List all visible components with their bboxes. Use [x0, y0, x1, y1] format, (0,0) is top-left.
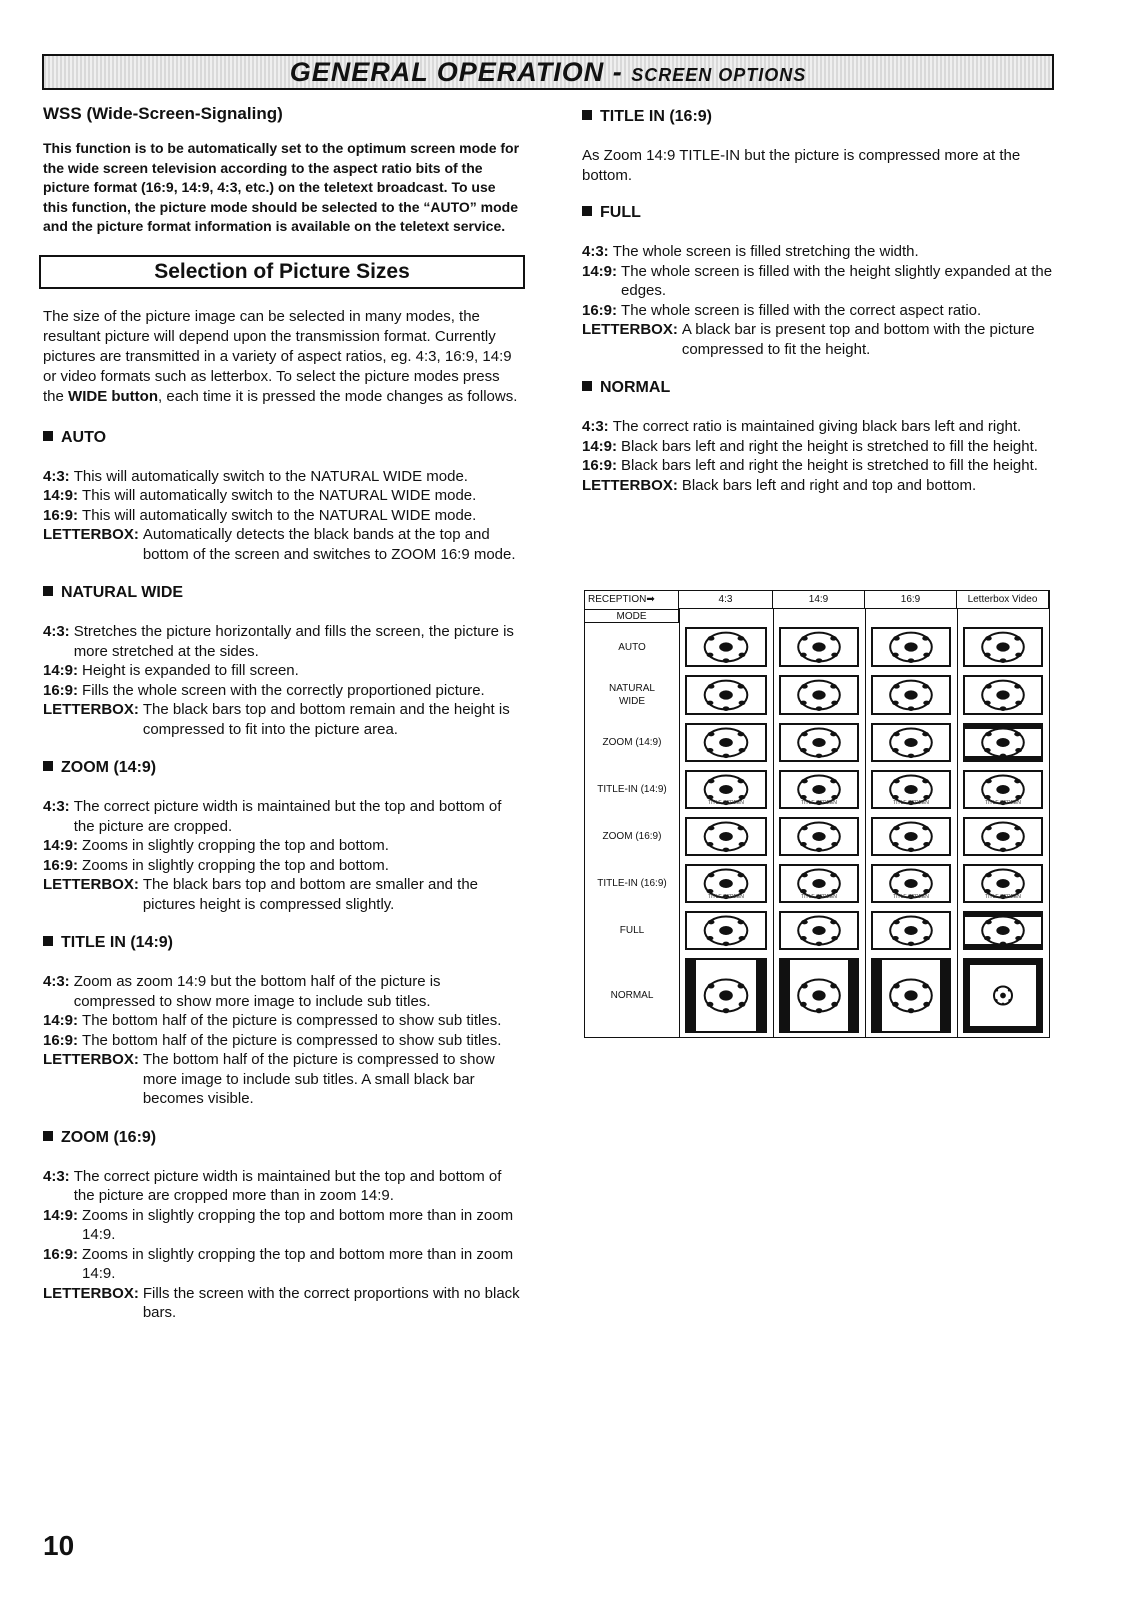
- reception-header: RECEPTION➡: [585, 591, 679, 609]
- screen-illustration: [685, 911, 767, 950]
- bullet-square-icon: [43, 431, 53, 441]
- format-description: Zooms in slightly cropping the top and bottom.: [82, 837, 389, 854]
- format-item: [43, 661, 523, 681]
- tv-screen-icon: [871, 627, 951, 667]
- format-description: Automatically detects the black bands at the top and bottom of the screen and switches to ZOOM 16:9 mode.: [142, 526, 516, 563]
- format-description: The black bars top and bottom remain and the height is compressed to fit into the picture area.: [142, 701, 510, 738]
- screen-illustration: [871, 958, 951, 1033]
- format-key: LETTERBOX:: [582, 476, 678, 494]
- format-key: 4:3:: [582, 418, 609, 435]
- column-header: Letterbox Video: [957, 591, 1049, 609]
- format-description: This will automatically switch to the NATURAL WIDE mode.: [73, 467, 468, 485]
- mode-row-label: ZOOM (14:9): [602, 737, 662, 748]
- bullet-square-icon: [43, 761, 53, 771]
- format-item: [43, 1167, 523, 1206]
- left-column: [43, 104, 523, 1323]
- section-title: FULL: [600, 204, 641, 221]
- format-key: 16:9:: [582, 457, 618, 474]
- subtitle-caption: TITLE SCREEN: [801, 894, 837, 900]
- format-description: The bottom half of the picture is compressed to show more image to include sub titles. A small black bar becomes visible.: [142, 1051, 495, 1107]
- tv-screen-icon: [779, 627, 859, 667]
- format-key: 4:3:: [43, 623, 70, 640]
- format-key: 16:9:: [43, 1031, 79, 1049]
- column-divider: [773, 609, 774, 1037]
- format-description: The bottom half of the picture is compressed to show sub titles.: [82, 1031, 502, 1049]
- screen-illustration: [685, 864, 767, 903]
- page-number: 10: [43, 1530, 75, 1561]
- tv-screen-icon: [963, 627, 1043, 667]
- tv-screen-icon: [963, 675, 1043, 715]
- tv-screen-icon: [963, 723, 1043, 762]
- mode-row-label: TITLE-IN (14:9): [597, 784, 667, 795]
- column-header: 4:3: [679, 591, 773, 609]
- subtitle-caption: TITLE SCREEN: [708, 894, 744, 900]
- subtitle-caption: TITLE SCREEN: [893, 894, 929, 900]
- tv-screen-icon: [871, 911, 951, 950]
- section-heading: [582, 108, 1062, 126]
- tv-screen-icon: [685, 770, 767, 809]
- format-description: Height is expanded to fill screen.: [82, 662, 299, 679]
- left-sections: [43, 429, 523, 1323]
- format-key: LETTERBOX:: [43, 876, 139, 893]
- tv-screen-icon: [685, 627, 767, 667]
- format-description: The black bars top and bottom are smaller and the pictures height is compressed slightly.: [142, 876, 479, 913]
- format-key: 16:9:: [43, 681, 79, 699]
- right-sections: [582, 204, 1062, 495]
- selection-body-part2: , each time it is pressed the mode changes as follows.: [158, 387, 518, 405]
- format-description: Zooms in slightly cropping the top and bottom.: [82, 856, 389, 874]
- header-title: GENERAL OPERATION -: [289, 57, 632, 87]
- screen-illustration: [963, 627, 1043, 667]
- screen-illustration: [685, 627, 767, 667]
- bullet-square-icon: [582, 381, 592, 391]
- format-item: [582, 320, 1062, 359]
- format-item: [43, 1206, 523, 1245]
- screen-illustration: [871, 817, 951, 856]
- format-key: 14:9:: [43, 1012, 79, 1029]
- tv-screen-icon: [779, 958, 859, 1033]
- format-description: Stretches the picture horizontally and fills the screen, the picture is more stretched at the sides.: [73, 623, 514, 660]
- format-description: Zooms in slightly cropping the top and bottom more than in zoom 14:9.: [82, 1245, 514, 1282]
- screen-illustration: [779, 958, 859, 1033]
- format-description: The whole screen is filled with the height slightly expanded at the edges.: [621, 262, 1053, 299]
- format-item: [43, 506, 523, 526]
- format-key: 4:3:: [582, 243, 609, 260]
- bullet-square-icon: [582, 110, 592, 120]
- tv-screen-icon: [779, 911, 859, 950]
- subtitle-caption: TITLE SCREEN: [801, 800, 837, 806]
- format-description: A black bar is present top and bottom with the picture compressed to fit the height.: [681, 321, 1035, 358]
- format-description: The bottom half of the picture is compressed to show sub titles.: [82, 1012, 502, 1029]
- section-heading: [582, 204, 1062, 222]
- tv-screen-icon: [871, 958, 951, 1033]
- screen-illustration: [779, 627, 859, 667]
- bullet-square-icon: [43, 1131, 53, 1141]
- section-title: TITLE IN (16:9): [600, 108, 713, 125]
- format-key: 14:9:: [43, 487, 79, 504]
- section-text: As Zoom 14:9 TITLE-IN but the picture is compressed more at the bottom.: [582, 147, 1021, 184]
- format-description: The correct ratio is maintained giving black bars left and right.: [612, 418, 1022, 435]
- screen-illustration: [963, 723, 1043, 762]
- screen-illustration: [963, 817, 1043, 856]
- section-title: NATURAL WIDE: [61, 584, 184, 601]
- format-item: [43, 700, 523, 739]
- format-key: 14:9:: [582, 437, 618, 455]
- subtitle-caption: TITLE SCREEN: [985, 894, 1021, 900]
- format-item: [582, 301, 1062, 321]
- format-description: The whole screen is filled with the correct aspect ratio.: [621, 301, 982, 319]
- tv-screen-icon: [871, 770, 951, 809]
- format-key: 16:9:: [43, 856, 79, 874]
- subtitle-caption: TITLE SCREEN: [893, 800, 929, 806]
- screen-illustration: [779, 911, 859, 950]
- format-key: 16:9:: [582, 301, 618, 319]
- format-description: Zoom as zoom 14:9 but the bottom half of the picture is compressed to show more image to include sub titles.: [73, 973, 441, 1010]
- selection-body: [43, 307, 523, 407]
- format-key: 4:3:: [43, 467, 70, 485]
- wss-intro: This function is to be automatically set to the optimum screen mode for the wide screen television according to the aspect ratio bits of the picture format (16:9, 14:9, 4:3, etc.) on the teletext broadcast. To use this function, the picture mode should be selected to the “AUTO” mode and the picture format information is available on the teletext service.: [43, 140, 520, 234]
- wss-heading: WSS (Wide-Screen-Signaling): [43, 104, 283, 123]
- screen-illustration: [779, 817, 859, 856]
- screen-illustration: [685, 958, 767, 1033]
- section-heading: [43, 429, 523, 447]
- screen-illustration: [685, 770, 767, 809]
- format-item: [43, 1031, 523, 1051]
- section-title: ZOOM (14:9): [61, 759, 157, 776]
- format-item: [43, 486, 523, 506]
- tv-screen-icon: [685, 723, 767, 762]
- format-key: LETTERBOX:: [43, 1284, 139, 1302]
- format-description: This will automatically switch to the NATURAL WIDE mode.: [82, 506, 477, 524]
- format-item: [43, 525, 523, 564]
- format-description: Black bars left and right the height is stretched to fill the height.: [621, 437, 1038, 455]
- mode-header: MODE: [585, 609, 679, 623]
- format-key: 4:3:: [43, 798, 70, 815]
- mode-row-label: TITLE-IN (16:9): [597, 878, 667, 889]
- format-description: Zooms in slightly cropping the top and bottom more than in zoom 14:9.: [82, 1206, 514, 1243]
- format-item: [582, 456, 1062, 476]
- tv-screen-icon: [963, 770, 1043, 809]
- section-title: NORMAL: [600, 379, 671, 396]
- format-description: Fills the screen with the correct proportions with no black bars.: [142, 1284, 520, 1321]
- format-item: [582, 417, 1062, 437]
- tv-screen-icon: [871, 864, 951, 903]
- screen-illustration: [779, 723, 859, 762]
- section-title: ZOOM (16:9): [61, 1128, 157, 1146]
- format-item: [43, 972, 523, 1011]
- tv-screen-icon: [963, 958, 1043, 1033]
- screen-illustration: [871, 627, 951, 667]
- format-description: The whole screen is filled stretching the width.: [612, 243, 919, 260]
- column-divider: [865, 609, 866, 1037]
- format-description: The correct picture width is maintained but the top and bottom of the picture are cropped.: [73, 798, 502, 835]
- section-heading: [43, 759, 523, 777]
- format-item: [43, 1284, 523, 1323]
- format-item: [43, 467, 523, 487]
- format-item: [582, 476, 1062, 496]
- subtitle-caption: TITLE SCREEN: [708, 800, 744, 806]
- format-item: [43, 1011, 523, 1031]
- column-header: 14:9: [773, 591, 865, 609]
- tv-screen-icon: [685, 675, 767, 715]
- tv-screen-icon: [779, 817, 859, 856]
- section-heading: [43, 934, 523, 952]
- mode-row-label: ZOOM (16:9): [602, 831, 662, 842]
- format-description: The correct picture width is maintained but the top and bottom of the picture are cropped more than in zoom 14:9.: [73, 1167, 502, 1204]
- selection-title: Selection of Picture Sizes: [39, 255, 525, 289]
- subtitle-caption: TITLE SCREEN: [985, 800, 1021, 806]
- mode-row-label: NATURAL WIDE: [609, 683, 655, 707]
- bullet-square-icon: [43, 586, 53, 596]
- format-key: LETTERBOX:: [43, 526, 139, 543]
- screen-illustration: [685, 723, 767, 762]
- section-heading: [43, 1129, 523, 1147]
- screen-illustration: [871, 723, 951, 762]
- section-heading: [582, 379, 1062, 397]
- tv-screen-icon: [779, 864, 859, 903]
- tv-screen-icon: [685, 911, 767, 950]
- tv-screen-icon: [963, 911, 1043, 950]
- tv-screen-icon: [685, 864, 767, 903]
- screen-illustration: [779, 770, 859, 809]
- format-description: This will automatically switch to the NATURAL WIDE mode.: [82, 487, 477, 504]
- selection-body-part1: The size of the picture image can be selected in many modes, the resultant picture will depend upon the transmission format. Currently pictures are transmitted in a variety of aspect ratios, eg. 4:3, 16:9, 14:9 or video formats such as letterbox. To select the picture modes press the: [43, 307, 512, 405]
- format-item: [43, 856, 523, 876]
- format-item: [43, 797, 523, 836]
- format-description: Fills the whole screen with the correctly proportioned picture.: [82, 681, 485, 699]
- format-key: 4:3:: [43, 1167, 70, 1185]
- right-column: [582, 108, 1062, 495]
- screen-illustration: [685, 817, 767, 856]
- page-header: [42, 54, 1054, 90]
- header-divider: [679, 608, 1049, 609]
- tv-screen-icon: [963, 817, 1043, 856]
- picture-size-table: [584, 590, 1050, 1038]
- screen-illustration: [963, 770, 1043, 809]
- section-title: AUTO: [61, 428, 107, 446]
- format-item: [582, 262, 1062, 301]
- bullet-square-icon: [582, 206, 592, 216]
- header-subtitle: SCREEN OPTIONS: [631, 65, 807, 85]
- mode-row-label: FULL: [619, 925, 645, 936]
- format-key: 14:9:: [43, 662, 79, 679]
- format-item: [43, 622, 523, 661]
- screen-illustration: [963, 911, 1043, 950]
- format-key: LETTERBOX:: [582, 321, 678, 338]
- tv-screen-icon: [871, 675, 951, 715]
- screen-illustration: [685, 675, 767, 715]
- screen-illustration: [963, 675, 1043, 715]
- tv-screen-icon: [871, 723, 951, 762]
- format-key: LETTERBOX:: [43, 701, 139, 718]
- screen-illustration: [871, 770, 951, 809]
- screen-illustration: [963, 864, 1043, 903]
- format-item: [43, 836, 523, 856]
- tv-screen-icon: [779, 675, 859, 715]
- mode-row-label: NORMAL: [610, 990, 654, 1001]
- selection-body-bold: WIDE button: [68, 387, 159, 405]
- column-divider: [679, 609, 680, 1037]
- column-divider: [957, 609, 958, 1037]
- screen-illustration: [779, 864, 859, 903]
- screen-illustration: [871, 911, 951, 950]
- tv-screen-icon: [685, 817, 767, 856]
- bullet-square-icon: [43, 936, 53, 946]
- format-item: [43, 681, 523, 701]
- format-key: LETTERBOX:: [43, 1051, 139, 1068]
- section-heading: [43, 584, 523, 602]
- format-item: [43, 1245, 523, 1284]
- tv-screen-icon: [779, 723, 859, 762]
- format-item: [43, 1050, 523, 1109]
- format-key: 16:9:: [43, 1245, 79, 1263]
- format-key: 4:3:: [43, 973, 70, 990]
- format-key: 14:9:: [582, 262, 618, 280]
- format-item: [582, 242, 1062, 262]
- screen-illustration: [871, 675, 951, 715]
- format-description: Black bars left and right and top and bottom.: [681, 476, 977, 494]
- format-key: 14:9:: [43, 1206, 79, 1224]
- format-item: [43, 875, 523, 914]
- tv-screen-icon: [685, 958, 767, 1033]
- format-description: Black bars left and right the height is stretched to fill the height.: [621, 457, 1038, 474]
- section-title: TITLE IN (14:9): [61, 934, 174, 951]
- column-header: 16:9: [865, 591, 957, 609]
- format-item: [582, 437, 1062, 457]
- tv-screen-icon: [779, 770, 859, 809]
- screen-illustration: [779, 675, 859, 715]
- format-key: 16:9:: [43, 506, 79, 524]
- tv-screen-icon: [963, 864, 1043, 903]
- screen-illustration: [871, 864, 951, 903]
- tv-screen-icon: [871, 817, 951, 856]
- screen-illustration: [963, 958, 1043, 1033]
- mode-row-label: AUTO: [618, 641, 646, 653]
- format-key: 14:9:: [43, 837, 79, 854]
